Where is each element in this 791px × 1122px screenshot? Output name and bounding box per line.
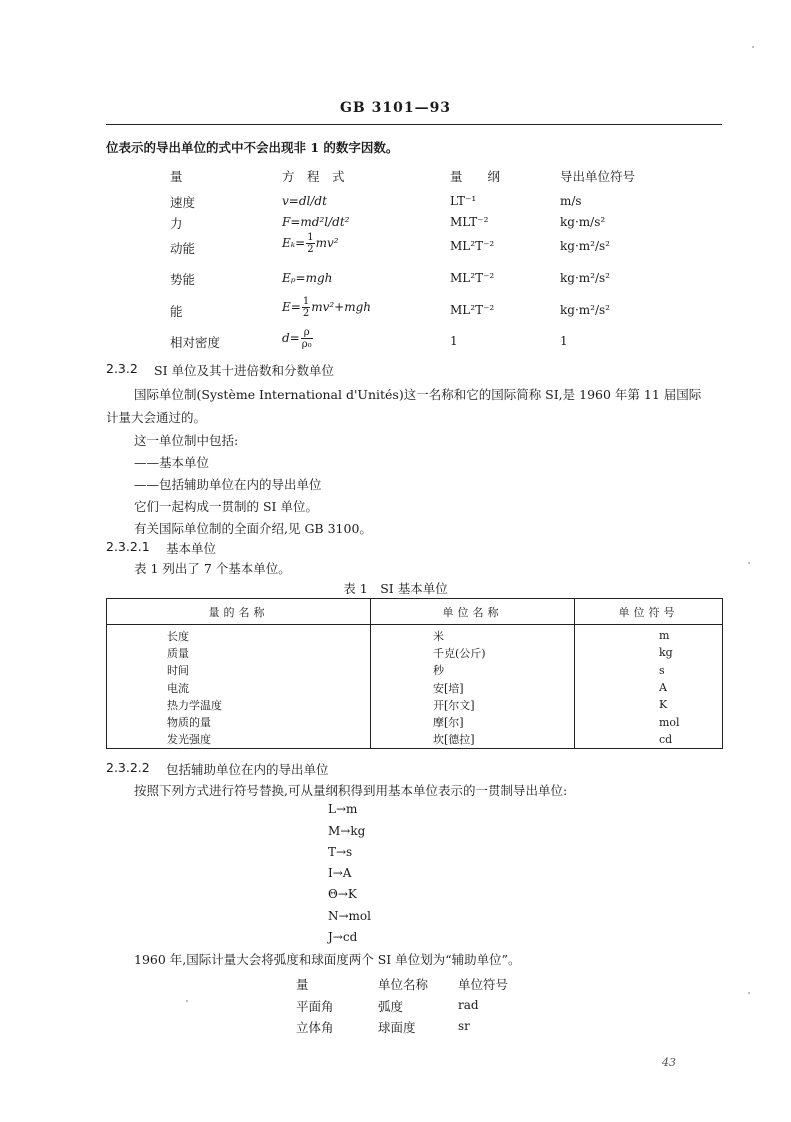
para-coherent: 它们一起构成一贯制的 SI 单位。 [134,499,318,514]
scan-speck [186,1000,188,1002]
substitution-item: J→cd [328,930,358,944]
para-reference: 有关国际单位制的全面介绍,见 GB 3100。 [134,521,372,536]
fraction-denominator: 2 [302,308,310,319]
fraction [306,232,314,255]
supp-head-unit-symbol: 单位符号 [458,977,509,992]
para-includes: 这一单位制中包括: [134,433,239,448]
cell-quantity: 物质的量 [107,713,371,730]
supp-head-unit-name: 单位名称 [378,977,429,992]
row-force-name: 力 [170,216,183,231]
row-energy-name: 能 [170,304,183,319]
substitution-item: Θ→K [328,887,357,901]
cell-quantity: 时间 [107,662,371,679]
row-energy-sym: kg·m²/s² [560,303,610,317]
cell-quantity: 发光强度 [107,731,371,749]
section-2-3-2-1-number: 2.3.2.1 [106,539,150,554]
row-density-sym: 1 [560,334,568,348]
scan-speck [748,562,750,564]
supp-row-unit-name: 球面度 [378,1020,416,1035]
eq-lhs: Eₖ= [282,236,306,250]
substitution-item: T→s [328,845,353,859]
cell-unit-symbol: s [575,662,723,679]
table-1-caption: 表 1 SI 基本单位 [343,581,448,596]
header-unit-symbol: 单位符号 [575,599,723,625]
section-2-3-2-1-title: 基本单位 [166,541,217,556]
eq-lhs: E= [282,300,301,314]
section-2-3-2-2-title: 包括辅助单位在内的导出单位 [166,762,329,777]
cell-unit-name: 千克(公斤) [371,644,575,661]
row-kinetic-sym: kg·m²/s² [560,239,610,253]
para-si-name: 国际单位制(Système International d'Unités)这一名称和它的国际简称 SI,是 1960 年第 11 届国际 [134,387,702,402]
cell-quantity: 热力学温度 [107,696,371,713]
supp-head-quantity: 量 [296,977,309,992]
row-force-sym: kg·m/s² [560,215,606,229]
eq-rhs: mv² [315,236,339,250]
section-2-3-2-number: 2.3.2 [106,361,138,376]
si-base-units-table [106,598,723,749]
section-2-3-2-2-number: 2.3.2.2 [106,760,150,775]
table-row [107,679,723,696]
cell-unit-name: 安[培] [371,679,575,696]
row-force-dim: MLT⁻² [450,215,489,229]
row-density-eq [282,327,314,350]
row-density-dim: 1 [450,334,458,348]
para-supplementary: 1960 年,国际计量大会将弧度和球面度两个 SI 单位划为“辅助单位”。 [134,952,521,967]
cell-unit-name: 秒 [371,662,575,679]
fraction [302,296,310,319]
intro-line: 位表示的导出单位的式中不会出现非 1 的数字因数。 [106,140,399,155]
row-kinetic-eq [282,232,339,255]
supp-row-unit-symbol: rad [458,998,479,1012]
fraction [301,327,313,350]
substitution-item: I→A [328,866,352,880]
fraction-numerator: ρ [301,327,313,339]
scan-speck [752,46,754,48]
col-head-dimension: 量 纲 [450,169,501,184]
para-table-intro: 表 1 列出了 7 个基本单位。 [134,561,291,576]
substitution-item: M→kg [328,824,366,838]
section-2-3-2-title: SI 单位及其十进倍数和分数单位 [154,363,334,378]
row-velocity-dim: LT⁻¹ [450,194,477,208]
cell-unit-name: 摩[尔] [371,713,575,730]
table-row [107,696,723,713]
list-item-base-units: ——基本单位 [134,455,210,470]
eq-lhs: d= [282,331,300,345]
cell-unit-name: 开[尔文] [371,696,575,713]
supp-row-unit-name: 弧度 [378,999,404,1014]
cell-unit-symbol: mol [575,713,723,730]
row-density-name: 相对密度 [170,335,221,350]
row-potential-dim: ML²T⁻² [450,271,495,285]
para-substitution: 按照下列方式进行符号替换,可从量纲积得到用基本单位表示的一贯制导出单位: [134,783,568,798]
fraction-denominator: ρ₀ [301,339,312,350]
row-kinetic-dim: ML²T⁻² [450,239,495,253]
row-velocity-name: 速度 [170,195,196,210]
cell-unit-name: 坎[德拉] [371,731,575,749]
supp-row-quantity: 立体角 [296,1020,334,1035]
substitution-item: L→m [328,802,358,816]
row-kinetic-name: 动能 [170,241,196,256]
scan-speck [748,992,750,994]
table-row [107,662,723,679]
standard-header: GB 3101—93 [339,100,452,116]
page-number: 43 [662,1056,676,1069]
cell-quantity: 电流 [107,679,371,696]
eq-rhs: mv²+mgh [311,300,372,314]
col-head-equation: 方 程 式 [282,169,345,184]
row-force-eq: F=md²l/dt² [282,215,350,229]
cell-unit-symbol: K [575,696,723,713]
header-rule [106,124,722,125]
cell-quantity: 长度 [107,625,371,645]
table-row [107,644,723,661]
table-row [107,625,723,645]
col-head-quantity: 量 [170,169,183,184]
cell-quantity: 质量 [107,644,371,661]
fraction-denominator: 2 [307,244,314,255]
table-header-row [107,599,723,625]
supp-row-quantity: 平面角 [296,999,334,1014]
table-row [107,731,723,749]
substitution-item: N→mol [328,909,371,923]
header-quantity-name: 量的名称 [107,599,371,625]
col-head-symbol: 导出单位符号 [560,169,636,184]
cell-unit-symbol: A [575,679,723,696]
fraction-numerator: 1 [302,296,310,307]
fraction-numerator: 1 [307,232,314,243]
cell-unit-symbol: cd [575,731,723,749]
row-energy-dim: ML²T⁻² [450,303,495,317]
para-si-name-cont: 计量大会通过的。 [106,410,207,425]
table-row [107,713,723,730]
supp-row-unit-symbol: sr [458,1019,470,1033]
cell-unit-name: 米 [371,625,575,645]
row-velocity-eq: v=dl/dt [282,194,327,208]
cell-unit-symbol: m [575,625,723,645]
row-potential-eq: Eₚ=mgh [282,271,333,285]
row-energy-eq [282,296,371,319]
cell-unit-symbol: kg [575,644,723,661]
row-velocity-sym: m/s [560,194,582,208]
row-potential-name: 势能 [170,272,196,287]
list-item-derived-units: ——包括辅助单位在内的导出单位 [134,477,322,492]
row-potential-sym: kg·m²/s² [560,271,610,285]
header-unit-name: 单位名称 [371,599,575,625]
